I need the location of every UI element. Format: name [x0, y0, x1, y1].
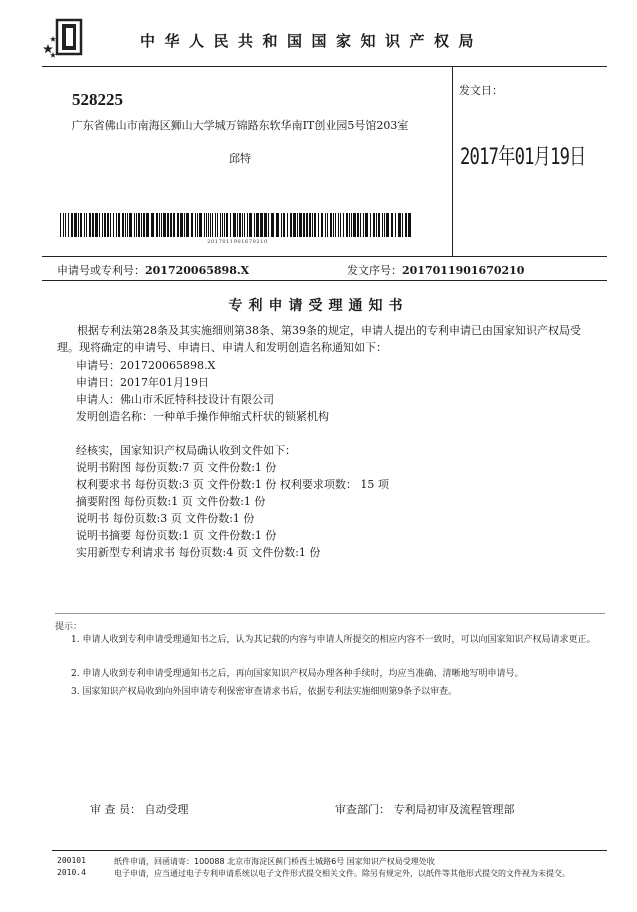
- barcode-bar: [217, 213, 218, 237]
- barcode-bar: [186, 213, 189, 237]
- barcode-bar: [312, 213, 313, 237]
- barcode-bar: [151, 213, 154, 237]
- barcode-bar: [299, 213, 302, 237]
- barcode-bar: [136, 213, 137, 237]
- barcode-bar: [210, 213, 211, 237]
- tip-item: 2. 申请人收到专利申请受理通知书之后，再向国家知识产权局办理各种手续时，均应当准确、清晰地写明申请号。: [71, 669, 524, 679]
- doc-item: 说明书 每份页数:3 页 文件份数:1 份: [76, 512, 255, 525]
- barcode-bar: [224, 213, 225, 237]
- barcode-bar: [71, 213, 73, 237]
- recipient-name: 邱特: [229, 152, 251, 165]
- barcode-bar: [199, 213, 202, 237]
- barcode-bar: [65, 213, 66, 237]
- barcode-bar: [309, 213, 311, 237]
- recipient-address: 广东省佛山市南海区狮山大学城万锦路东软华南IT创业园5号馆203室: [71, 119, 409, 132]
- barcode-bar: [86, 213, 87, 237]
- barcode-bar: [306, 213, 308, 237]
- barcode-bar: [233, 213, 236, 237]
- barcode-bar: [167, 213, 169, 237]
- barcode-bar: [268, 213, 269, 237]
- barcode-bar: [220, 213, 221, 237]
- barcode-bar: [408, 213, 411, 237]
- barcode-bar: [127, 213, 128, 237]
- barcode-bar: [134, 213, 135, 237]
- document-title: 专利申请受理通知书: [228, 298, 409, 314]
- barcode-bar: [360, 213, 361, 237]
- barcode-bar: [63, 213, 64, 237]
- barcode-bar: [297, 213, 298, 237]
- tip-item: 1. 申请人收到专利申请受理通知书之后，认为其记载的内容与申请人所提交的相应内容不一致时，可以向国家知识产权局请求更正。: [71, 635, 596, 645]
- barcode-bar: [195, 213, 196, 237]
- barcode-bar: [343, 213, 344, 237]
- barcode-bar: [107, 213, 109, 237]
- send-serial-label: 发文序号：: [347, 264, 402, 277]
- field-applicant: 申请人：佛山市禾匠特科技设计有限公司: [76, 393, 274, 406]
- barcode-bar: [141, 213, 142, 237]
- barcode: [60, 213, 415, 237]
- barcode-bar: [95, 213, 98, 237]
- barcode-bar: [281, 213, 282, 237]
- application-number: [57, 262, 249, 278]
- tip-item: 3. 国家知识产权局收到向外国申请专利保密审查请求书后，依据专利法实施细则第9条予以审查。: [71, 687, 458, 697]
- barcode-bar: [357, 213, 359, 237]
- postal-code: 528225: [72, 90, 123, 109]
- barcode-bar: [173, 213, 175, 237]
- barcode-bar: [346, 213, 348, 237]
- barcode-bar: [74, 213, 77, 237]
- barcode-bar: [226, 213, 228, 237]
- footer-code: 200101: [57, 856, 86, 865]
- barcode-bar: [391, 213, 393, 237]
- barcode-number: 2017011901670210: [207, 239, 268, 245]
- barcode-bar: [330, 213, 332, 237]
- barcode-bar: [222, 213, 223, 237]
- intro-paragraph: 根据专利法第28条及其实施细则第38条、第39条的规定，申请人提出的专利申请已由国家知识产权局受理。现将确定的申请号、申请日、申请人和发明创造名称通知如下：: [57, 324, 581, 354]
- barcode-bar: [197, 213, 198, 237]
- barcode-bar: [365, 213, 368, 237]
- barcode-bar: [215, 213, 216, 237]
- barcode-bar: [405, 213, 407, 237]
- barcode-bar: [370, 213, 371, 237]
- send-serial-number: [347, 262, 524, 278]
- barcode-bar: [382, 213, 383, 237]
- barcode-bar: [177, 213, 179, 237]
- doc-item: 摘要附图 每份页数:1 页 文件份数:1 份: [76, 495, 266, 508]
- barcode-bar: [204, 213, 205, 237]
- barcode-bar: [373, 213, 375, 237]
- barcode-bar: [129, 213, 132, 237]
- barcode-bar: [113, 213, 114, 237]
- barcode-bar: [212, 213, 213, 237]
- barcode-bar: [353, 213, 356, 237]
- reviewer: 审 查 员： 自动受理: [90, 803, 189, 816]
- barcode-bar: [92, 213, 94, 237]
- field-application-number: 申请号：201720065898.X: [76, 359, 216, 372]
- barcode-bar: [122, 213, 124, 237]
- barcode-bar: [318, 213, 319, 237]
- barcode-bar: [138, 213, 140, 237]
- barcode-bar: [99, 213, 100, 237]
- tips-rule: [55, 613, 605, 614]
- barcode-bar: [244, 213, 245, 237]
- barcode-bar: [378, 213, 380, 237]
- numbers-rule: [42, 280, 607, 281]
- doc-item: 实用新型专利请求书 每份页数:4 页 文件份数:1 份: [76, 546, 321, 559]
- barcode-bar: [276, 213, 279, 237]
- cnipa-logo: [40, 14, 84, 58]
- barcode-bar: [102, 213, 103, 237]
- barcode-bar: [143, 213, 145, 237]
- barcode-bar: [333, 213, 334, 237]
- field-application-date: 申请日：2017年01月19日: [76, 376, 209, 389]
- barcode-bar: [293, 213, 296, 237]
- barcode-bar: [239, 213, 241, 237]
- barcode-bar: [314, 213, 316, 237]
- footer-electronic-note: 电子申请，应当通过电子专利申请系统以电子文件形式提交相关文件。除另有规定外，以纸件等其他形式提交的文件视为未提交。: [114, 869, 570, 878]
- barcode-bar: [260, 213, 263, 237]
- barcode-bar: [156, 213, 158, 237]
- barcode-bar: [376, 213, 377, 237]
- barcode-bar: [206, 213, 207, 237]
- barcode-bar: [338, 213, 339, 237]
- barcode-bar: [395, 213, 396, 237]
- barcode-bar: [184, 213, 185, 237]
- barcode-bar: [191, 213, 193, 237]
- barcode-bar: [386, 213, 389, 237]
- application-number-value: 201720065898.X: [145, 264, 250, 277]
- barcode-bar: [180, 213, 183, 237]
- barcode-bar: [170, 213, 172, 237]
- doc-item: 说明书摘要 每份页数:1 页 文件份数:1 份: [76, 529, 277, 542]
- barcode-bar: [80, 213, 82, 237]
- doc-item: 说明书附图 每份页数:7 页 文件份数:1 份: [76, 461, 277, 474]
- barcode-bar: [237, 213, 238, 237]
- barcode-bar: [351, 213, 352, 237]
- footer-version: 2010.4: [57, 868, 86, 877]
- barcode-bar: [68, 213, 69, 237]
- barcode-bar: [290, 213, 292, 237]
- barcode-bar: [163, 213, 166, 237]
- send-date-value: 2017年01月19日: [460, 145, 586, 170]
- address-block-rule: [42, 256, 607, 257]
- barcode-bar: [254, 213, 255, 237]
- footer-mail-note: 纸件申请，回函请寄：100088 北京市海淀区蓟门桥西土城路6号 国家知识产权局受理处收: [114, 857, 435, 866]
- barcode-bar: [256, 213, 259, 237]
- send-date-label: 发文日：: [459, 84, 503, 97]
- barcode-bar: [161, 213, 162, 237]
- barcode-bar: [335, 213, 336, 237]
- send-serial-value: 2017011901670210: [402, 264, 525, 277]
- barcode-bar: [116, 213, 117, 237]
- application-number-label: 申请号或专利号：: [57, 264, 145, 277]
- field-invention-title: 发明创造名称：一种单手操作伸缩式杆状的锁紧机构: [76, 410, 329, 423]
- barcode-bar: [104, 213, 106, 237]
- barcode-bar: [303, 213, 305, 237]
- barcode-bar: [349, 213, 350, 237]
- barcode-bar: [230, 213, 231, 237]
- footer-rule: [52, 850, 607, 851]
- barcode-bar: [384, 213, 385, 237]
- office-name: 中华人民共和国国家知识产权局: [140, 32, 484, 50]
- barcode-bar: [125, 213, 126, 237]
- column-divider: [452, 66, 453, 256]
- tips-label: 提示：: [55, 622, 83, 632]
- barcode-bar: [208, 213, 209, 237]
- barcode-bar: [287, 213, 288, 237]
- header-rule: [42, 66, 607, 67]
- barcode-bar: [398, 213, 401, 237]
- barcode-bar: [325, 213, 326, 237]
- barcode-bar: [321, 213, 323, 237]
- barcode-bar: [159, 213, 160, 237]
- barcode-bar: [242, 213, 243, 237]
- barcode-bar: [283, 213, 285, 237]
- barcode-bar: [146, 213, 149, 237]
- doc-item: 权利要求书 每份页数:3 页 文件份数:1 份 权利要求项数： 15 项: [76, 478, 389, 491]
- barcode-bar: [264, 213, 267, 237]
- barcode-bar: [271, 213, 274, 237]
- barcode-bar: [118, 213, 120, 237]
- barcode-bar: [363, 213, 364, 237]
- barcode-bar: [110, 213, 111, 237]
- barcode-bar: [249, 213, 252, 237]
- review-department: 审查部门： 专利局初审及流程管理部: [335, 803, 515, 816]
- barcode-bar: [402, 213, 403, 237]
- barcode-bar: [327, 213, 328, 237]
- barcode-bar: [60, 213, 61, 237]
- barcode-bar: [340, 213, 341, 237]
- barcode-bar: [247, 213, 248, 237]
- barcode-bar: [78, 213, 79, 237]
- docs-intro: 经核实，国家知识产权局确认收到文件如下：: [76, 444, 296, 457]
- barcode-bar: [89, 213, 91, 237]
- barcode-bar: [84, 213, 85, 237]
